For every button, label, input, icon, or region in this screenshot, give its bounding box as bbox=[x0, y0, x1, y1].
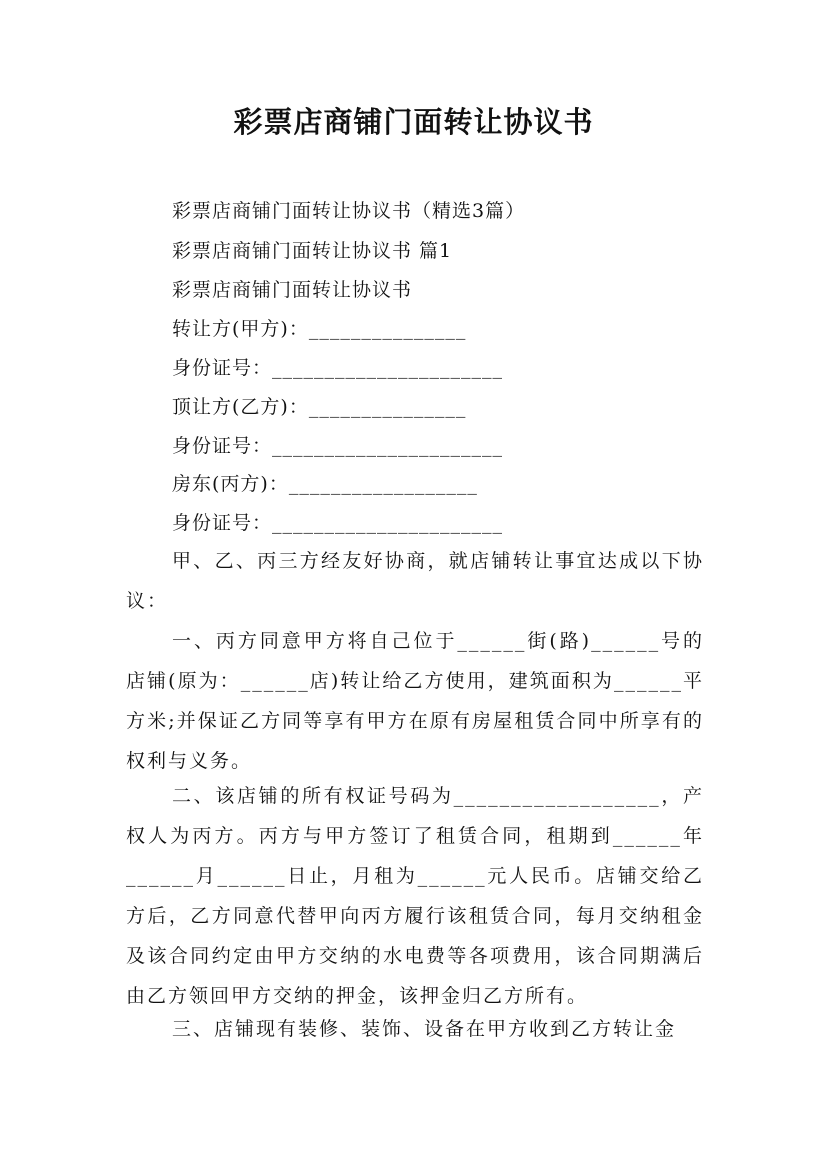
paragraph-intro: 甲、乙、丙三方经友好协商，就店铺转让事宜达成以下协议： bbox=[126, 550, 704, 612]
header-line-collection: 彩票店商铺门面转让协议书（精选3篇） bbox=[172, 200, 526, 222]
header-line-subtitle: 彩票店商铺门面转让协议书 bbox=[172, 279, 413, 301]
party-line-transferee: 顶让方(乙方)：_______________ bbox=[172, 396, 467, 418]
header-line-part: 彩票店商铺门面转让协议书 篇1 bbox=[172, 240, 453, 262]
party-line-transferor-id: 身份证号：______________________ bbox=[172, 357, 504, 379]
party-line-transferee-id: 身份证号：______________________ bbox=[172, 435, 504, 457]
paragraph-clause-3: 三、店铺现有装修、装饰、设备在甲方收到乙方转让金 bbox=[172, 1018, 677, 1040]
paragraph-clause-2: 二、该店铺的所有权证号码为__________________，产权人为丙方。丙方与甲方签订了租赁合同，租期到______年______月______日止，月租为______元人民币。店铺交给乙方后，乙方同意代替甲向丙方履行该租赁合同，每月交纳租金及该合同约定由甲方交纳的水电费等各项费用，该合同期满后由乙方领回甲方交纳的押金，该押金归乙方所有。 bbox=[126, 785, 704, 1007]
paragraph-clause-1: 一、丙方同意甲方将自己位于______街(路)______号的店铺(原为：______店)转让给乙方使用，建筑面积为______平方米;并保证乙方同等享有甲方在原有房屋租赁合同中所享有的权利与义务。 bbox=[126, 630, 704, 772]
document-title: 彩票店商铺门面转让协议书 bbox=[233, 105, 594, 139]
party-line-landlord: 房东(丙方)：__________________ bbox=[172, 473, 478, 495]
party-line-landlord-id: 身份证号：______________________ bbox=[172, 512, 504, 534]
party-line-transferor: 转让方(甲方)：_______________ bbox=[172, 318, 467, 340]
